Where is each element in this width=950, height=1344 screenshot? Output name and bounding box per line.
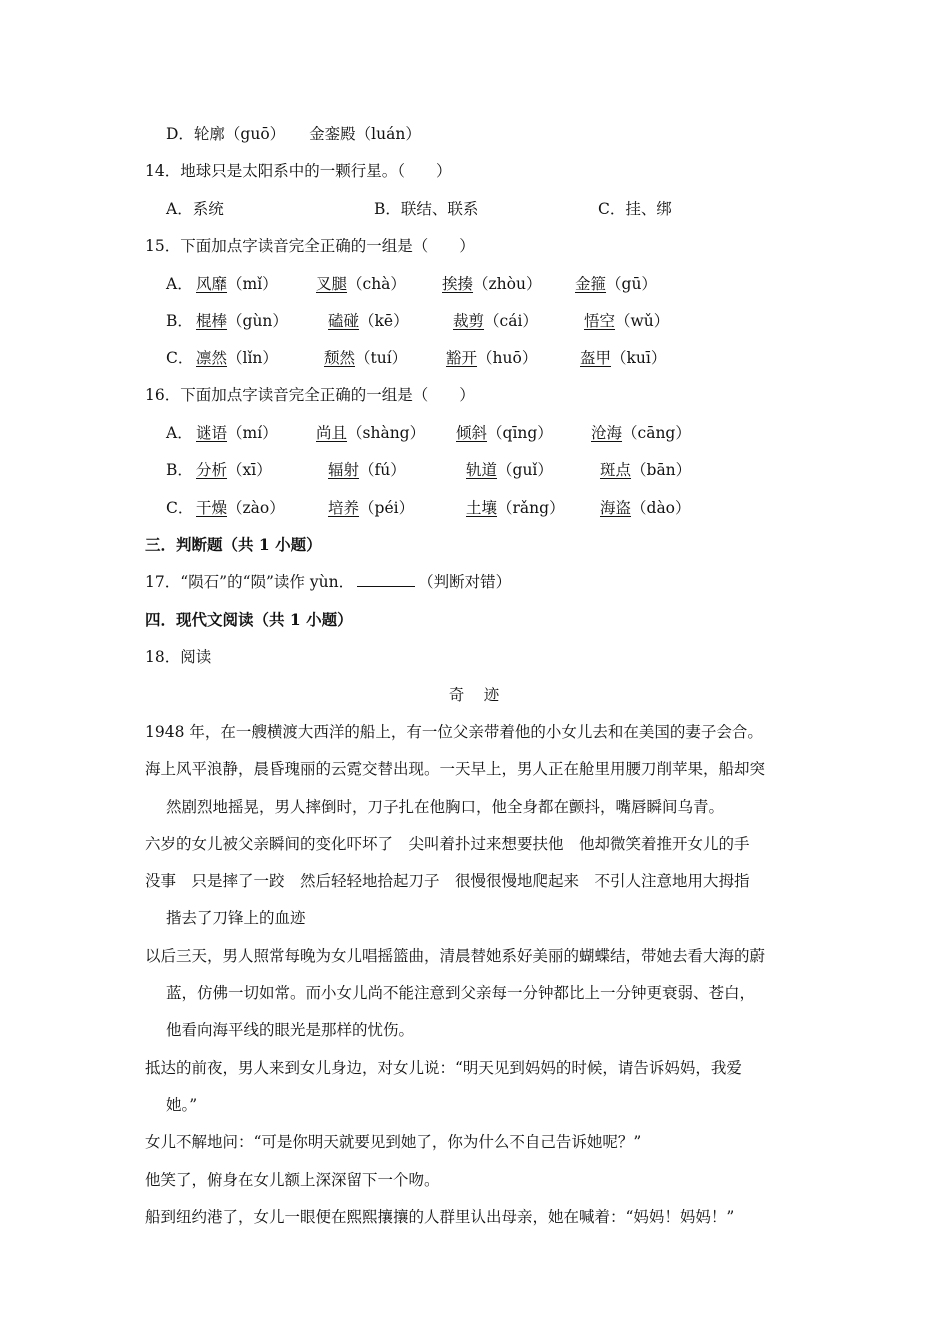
q16-b-item-2: 辐射（fú） <box>328 461 406 479</box>
passage-line: 蓝，仿佛一切如常。而小女儿尚不能注意到父亲每一分钟都比上一分钟更衰弱、苍白， <box>166 984 756 1002</box>
q15-c-item-4: 盔甲（kuī） <box>580 349 667 367</box>
q14-option-b: B．联结、联系 <box>374 200 479 218</box>
q15-a-item-2: 叉腿（chà） <box>316 275 406 293</box>
q16-a-item-2: 尚且（shàng） <box>316 424 426 442</box>
passage-line: 没事 只是摔了一跤 然后轻轻地拾起刀子 很慢很慢地爬起来 不引人注意地用大拇指 <box>145 872 750 890</box>
q16-c-item-2: 培养（péi） <box>328 499 415 517</box>
passage-line: 船到纽约港了，女儿一眼便在熙熙攘攘的人群里认出母亲，她在喊着：“妈妈！妈妈！” <box>145 1208 735 1226</box>
passage-line: 六岁的女儿被父亲瞬间的变化吓坏了 尖叫着扑过来想要扶他 他却微笑着推开女儿的手 <box>145 835 750 853</box>
q16-row-c-prefix: C． <box>166 499 194 517</box>
q18-label: 18．阅读 <box>145 648 212 666</box>
q15-b-item-4: 悟空（wǔ） <box>584 312 670 330</box>
q15-b-item-3: 裁剪（cái） <box>453 312 538 330</box>
q13-option-d <box>166 123 421 145</box>
q15-a-item-1: 风靡（mǐ） <box>196 275 278 293</box>
section-4-heading: 四．现代文阅读（共 1 小题） <box>145 610 353 629</box>
q15-c-item-1: 凛然（lǐn） <box>196 349 278 367</box>
q16-a-item-1: 谜语（mí） <box>196 424 278 442</box>
q16-c-item-1: 干燥（zào） <box>196 499 285 517</box>
passage-line: 然剧烈地摇晃，男人摔倒时，刀子扎在他胸口，他全身都在颤抖，嘴唇瞬间乌青。 <box>166 798 725 816</box>
passage-line: 他笑了，俯身在女儿额上深深留下一个吻。 <box>145 1171 440 1189</box>
q16-row-b-prefix: B． <box>166 461 193 479</box>
q17-answer-blank <box>357 571 415 587</box>
q16-row-a-prefix: A． <box>166 424 193 442</box>
q14-option-c: C．挂、绑 <box>598 200 672 218</box>
q16-c-item-3: 土壤（rǎng） <box>466 499 565 517</box>
q16-c-item-4: 海盗（dào） <box>600 499 691 517</box>
q15-b-item-2: 磕碰（kē） <box>328 312 409 330</box>
passage-line: 抵达的前夜，男人来到女儿身边，对女儿说：“明天见到妈妈的时候，请告诉妈妈，我爱 <box>145 1059 742 1077</box>
q17 <box>145 571 511 593</box>
passage-line: 1948 年，在一艘横渡大西洋的船上，有一位父亲带着他的小女儿去和在美国的妻子会合。 <box>145 723 763 741</box>
q14-stem: 14．地球只是太阳系中的一颗行星。（ ） <box>145 162 452 180</box>
passage-line: 揩去了刀锋上的血迹 <box>166 909 306 927</box>
passage-line: 他看向海平线的眼光是那样的忧伤。 <box>166 1021 415 1039</box>
passage-line: 女儿不解地问：“可是你明天就要见到她了，你为什么不自己告诉她呢？” <box>145 1133 642 1151</box>
section-3-heading: 三．判断题（共 1 小题） <box>145 535 322 554</box>
q13-option-d-item2: 金銮殿（luán） <box>309 125 421 143</box>
passage-line: 她。” <box>166 1096 198 1114</box>
q16-b-item-1: 分析（xī） <box>196 461 272 479</box>
q16-a-item-3: 倾斜（qīng） <box>456 424 553 442</box>
q13-option-d-label: D．轮廓（guō） <box>166 125 286 143</box>
q15-stem: 15．下面加点字读音完全正确的一组是（ ） <box>145 237 475 255</box>
q15-a-item-4: 金箍（gū） <box>575 275 657 293</box>
q15-b-item-1: 棍棒（gùn） <box>196 312 288 330</box>
q17-suffix: （判断对错） <box>418 573 512 591</box>
q15-row-c-prefix: C． <box>166 349 194 367</box>
q15-row-a-prefix: A． <box>166 275 193 293</box>
q15-row-b-prefix: B． <box>166 312 193 330</box>
q15-a-item-3: 挨揍（zhòu） <box>442 275 542 293</box>
q16-b-item-3: 轨道（guǐ） <box>466 461 553 479</box>
q16-a-item-4: 沧海（cāng） <box>591 424 691 442</box>
q15-c-item-3: 豁开（huō） <box>446 349 538 367</box>
passage-title: 奇 迹 <box>448 686 502 704</box>
q14-option-a: A．系统 <box>166 200 224 218</box>
q17-text: 17．“陨石”的“陨”读作 yùn． <box>145 573 355 591</box>
passage-line: 海上风平浪静，晨昏瑰丽的云霓交替出现。一天早上，男人正在舱里用腰刀削苹果，船却突 <box>145 760 766 778</box>
q16-stem: 16．下面加点字读音完全正确的一组是（ ） <box>145 386 475 404</box>
passage-line: 以后三天，男人照常每晚为女儿唱摇篮曲，清晨替她系好美丽的蝴蝶结，带她去看大海的蔚 <box>145 947 766 965</box>
q16-b-item-4: 斑点（bān） <box>600 461 692 479</box>
q15-c-item-2: 颓然（tuí） <box>324 349 408 367</box>
